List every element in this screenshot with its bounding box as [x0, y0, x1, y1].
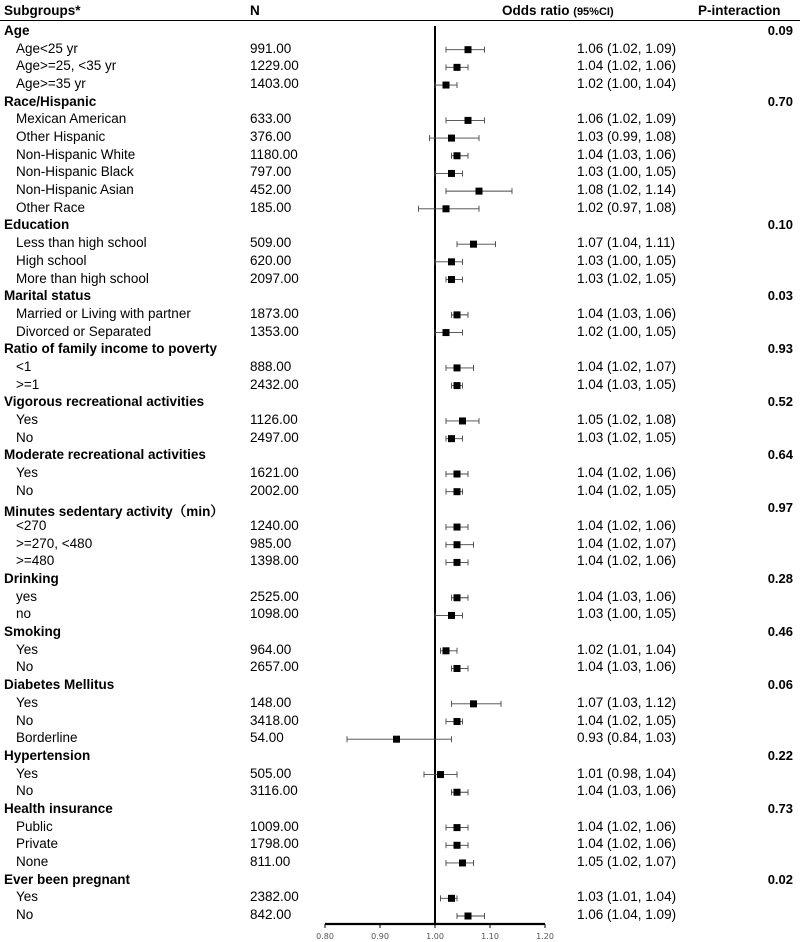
odds-ratio-text: 1.02 (0.97, 1.08)	[577, 200, 677, 215]
odds-ratio-text: 1.03 (1.02, 1.05)	[577, 271, 677, 286]
odds-ratio-text: 1.04 (1.02, 1.05)	[577, 483, 677, 498]
sample-size: 1229.00	[250, 58, 299, 73]
p-interaction-value: 0.52	[767, 394, 793, 409]
subgroup-label: Married or Living with partner	[16, 306, 191, 321]
sample-size: 842.00	[250, 907, 292, 922]
subgroup-label: Yes	[16, 889, 39, 904]
p-interaction-value: 0.93	[767, 341, 793, 356]
ci-header: (95%CI)	[573, 6, 614, 18]
or-point	[448, 276, 455, 283]
odds-ratio-text: 1.08 (1.02, 1.14)	[577, 182, 677, 197]
sample-size: 2432.00	[250, 377, 299, 392]
subgroup-label: No	[16, 483, 34, 498]
p-interaction-value: 0.97	[767, 500, 793, 515]
subgroup-label: No	[16, 659, 34, 674]
odds-ratio-text: 1.04 (1.02, 1.06)	[577, 58, 677, 73]
odds-ratio-text: 1.03 (1.00, 1.05)	[577, 606, 677, 621]
odds-ratio-text: 1.06 (1.02, 1.09)	[577, 111, 677, 126]
group-label: Minutes sedentary activity（min）	[4, 504, 224, 519]
subgroup-label: No	[16, 430, 34, 445]
or-point	[454, 524, 461, 531]
sample-size: 2497.00	[250, 430, 299, 445]
p-interaction-value: 0.28	[767, 571, 793, 586]
sample-size: 1798.00	[250, 836, 299, 851]
group-label: Moderate recreational activities	[4, 447, 206, 462]
group-label: Diabetes Mellitus	[4, 677, 115, 692]
subgroup-label: Yes	[16, 766, 39, 781]
or-point	[454, 471, 461, 478]
subgroup-label: Less than high school	[16, 235, 147, 250]
subgroup-label: None	[16, 854, 49, 869]
sample-size: 620.00	[250, 253, 292, 268]
p-interaction-value: 0.46	[767, 624, 793, 639]
or-point	[470, 241, 477, 248]
odds-ratio-text: 1.07 (1.03, 1.12)	[577, 695, 677, 710]
subgroup-label: Age>=35 yr	[16, 76, 86, 91]
p-interaction-value: 0.70	[767, 94, 793, 109]
or-point	[454, 64, 461, 71]
n-header: N	[250, 3, 260, 18]
odds-ratio-text: 1.04 (1.02, 1.06)	[577, 518, 677, 533]
odds-ratio-text: 1.04 (1.03, 1.05)	[577, 377, 677, 392]
subgroup-label: Public	[16, 819, 53, 834]
or-point	[454, 665, 461, 672]
sample-size: 1873.00	[250, 306, 299, 321]
group-label: Age	[4, 23, 30, 38]
subgroup-label: Divorced or Separated	[16, 324, 152, 339]
subgroup-label: Non-Hispanic Asian	[16, 182, 134, 197]
odds-ratio-text: 1.04 (1.03, 1.06)	[577, 147, 677, 162]
odds-ratio-text: 1.04 (1.02, 1.06)	[577, 553, 677, 568]
or-point	[393, 736, 400, 743]
sample-size: 2525.00	[250, 589, 299, 604]
p-interaction-value: 0.22	[767, 748, 793, 763]
sample-size: 2382.00	[250, 889, 299, 904]
odds-ratio-title: Odds ratio	[502, 3, 570, 18]
odds-ratio-text: 1.02 (1.01, 1.04)	[577, 642, 677, 657]
or-point	[476, 188, 483, 195]
or-point	[465, 46, 472, 53]
or-point	[465, 913, 472, 920]
odds-ratio-text: 1.02 (1.00, 1.04)	[577, 76, 677, 91]
subgroup-label: Non-Hispanic Black	[16, 164, 134, 179]
subgroup-label: no	[16, 606, 32, 621]
odds-ratio-text: 1.06 (1.04, 1.09)	[577, 907, 677, 922]
or-point	[448, 170, 455, 177]
x-tick-label: 1.00	[426, 932, 444, 941]
sample-size: 2657.00	[250, 659, 299, 674]
odds-ratio-text: 1.04 (1.02, 1.06)	[577, 836, 677, 851]
subgroup-label: >=270, <480	[16, 536, 93, 551]
group-label: Vigorous recreational activities	[4, 394, 205, 409]
subgroup-label: Mexican American	[16, 111, 127, 126]
sample-size: 991.00	[250, 41, 292, 56]
or-point	[443, 205, 450, 212]
or-point	[443, 329, 450, 336]
group-label: Education	[4, 217, 70, 232]
subgroup-label: No	[16, 783, 34, 798]
subgroups-header: Subgroups*	[4, 3, 81, 18]
or-point	[454, 842, 461, 849]
subgroup-label: yes	[16, 589, 38, 604]
sample-size: 509.00	[250, 235, 292, 250]
odds-ratio-text: 1.04 (1.03, 1.06)	[577, 306, 677, 321]
odds-ratio-text: 1.06 (1.02, 1.09)	[577, 41, 677, 56]
or-point	[454, 382, 461, 389]
sample-size: 1621.00	[250, 465, 299, 480]
or-point	[465, 117, 472, 124]
sample-size: 148.00	[250, 695, 292, 710]
sample-size: 633.00	[250, 111, 292, 126]
group-label: Ratio of family income to poverty	[4, 341, 218, 356]
subgroup-label: Yes	[16, 412, 39, 427]
x-tick-label: 0.90	[371, 932, 389, 941]
or-point	[448, 612, 455, 619]
group-label: Smoking	[4, 624, 62, 639]
or-point	[454, 311, 461, 318]
subgroup-label: No	[16, 713, 34, 728]
subgroup-label: Private	[16, 836, 59, 851]
odds-ratio-text: 1.07 (1.04, 1.11)	[577, 235, 676, 250]
sample-size: 3116.00	[250, 783, 298, 798]
p-interaction-value: 0.02	[767, 872, 793, 887]
sample-size: 1403.00	[250, 76, 299, 91]
sample-size: 797.00	[250, 164, 292, 179]
odds-ratio-text: 1.05 (1.02, 1.07)	[577, 854, 677, 869]
sample-size: 888.00	[250, 359, 292, 374]
or-point	[443, 82, 450, 89]
odds-ratio-text: 1.02 (1.00, 1.05)	[577, 324, 677, 339]
odds-ratio-text: 1.04 (1.02, 1.06)	[577, 819, 677, 834]
p-interaction-header: P-interaction	[698, 3, 781, 18]
odds-ratio-text: 1.04 (1.03, 1.06)	[577, 783, 677, 798]
odds-ratio-text: 1.04 (1.02, 1.06)	[577, 465, 677, 480]
subgroup-label: <270	[16, 518, 47, 533]
sample-size: 185.00	[250, 200, 292, 215]
or-point	[448, 895, 455, 902]
x-tick-label: 1.10	[481, 932, 499, 941]
or-point	[454, 488, 461, 495]
sample-size: 452.00	[250, 182, 292, 197]
sample-size: 811.00	[250, 854, 291, 869]
sample-size: 985.00	[250, 536, 292, 551]
x-tick-label: 1.20	[536, 932, 554, 941]
subgroup-label: More than high school	[16, 271, 149, 286]
x-tick-label: 0.80	[316, 932, 334, 941]
or-point	[448, 135, 455, 142]
subgroup-label: Non-Hispanic White	[16, 147, 136, 162]
group-label: Ever been pregnant	[4, 872, 131, 887]
subgroup-label: >=480	[16, 553, 55, 568]
subgroup-label: Other Hispanic	[16, 129, 106, 144]
p-interaction-value: 0.03	[767, 288, 793, 303]
sample-size: 1398.00	[250, 553, 299, 568]
odds-ratio-text: 0.93 (0.84, 1.03)	[577, 730, 677, 745]
group-label: Marital status	[4, 288, 92, 303]
or-point	[454, 789, 461, 796]
group-label: Health insurance	[4, 801, 113, 816]
or-point	[459, 417, 466, 424]
or-point	[443, 647, 450, 654]
group-label: Drinking	[4, 571, 59, 586]
p-interaction-value: 0.06	[767, 677, 793, 692]
odds-ratio-text: 1.04 (1.02, 1.05)	[577, 713, 677, 728]
or-point	[470, 700, 477, 707]
sample-size: 1180.00	[250, 147, 298, 162]
odds-ratio-text: 1.05 (1.02, 1.08)	[577, 412, 677, 427]
or-point	[448, 258, 455, 265]
or-point	[437, 771, 444, 778]
sample-size: 2002.00	[250, 483, 299, 498]
or-point	[459, 859, 466, 866]
odds-ratio-text: 1.03 (1.02, 1.05)	[577, 430, 677, 445]
or-point	[454, 824, 461, 831]
or-point	[454, 364, 461, 371]
odds-ratio-text: 1.04 (1.03, 1.06)	[577, 659, 677, 674]
sample-size: 1353.00	[250, 324, 299, 339]
subgroup-label: <1	[16, 359, 32, 374]
or-point	[454, 559, 461, 566]
subgroup-label: >=1	[16, 377, 40, 392]
odds-ratio-text: 1.03 (0.99, 1.08)	[577, 129, 677, 144]
sample-size: 2097.00	[250, 271, 299, 286]
p-interaction-value: 0.10	[767, 217, 793, 232]
odds-ratio-text: 1.04 (1.02, 1.07)	[577, 536, 677, 551]
or-point	[454, 594, 461, 601]
group-label: Race/Hispanic	[4, 94, 97, 109]
subgroup-label: Age>=25, <35 yr	[16, 58, 117, 73]
or-point	[454, 152, 461, 159]
odds-ratio-text: 1.03 (1.00, 1.05)	[577, 164, 677, 179]
subgroup-label: High school	[16, 253, 87, 268]
odds-ratio-text: 1.03 (1.01, 1.04)	[577, 889, 677, 904]
sample-size: 1240.00	[250, 518, 299, 533]
subgroup-label: Age<25 yr	[16, 41, 78, 56]
sample-size: 1098.00	[250, 606, 299, 621]
subgroup-label: No	[16, 907, 34, 922]
subgroup-label: Yes	[16, 465, 39, 480]
odds-ratio-text: 1.04 (1.03, 1.06)	[577, 589, 677, 604]
subgroup-label: Other Race	[16, 200, 86, 215]
odds-ratio-text: 1.01 (0.98, 1.04)	[577, 766, 677, 781]
sample-size: 505.00	[250, 766, 292, 781]
subgroup-label: Yes	[16, 695, 39, 710]
sample-size: 376.00	[250, 129, 292, 144]
or-point	[454, 541, 461, 548]
or-point	[454, 718, 461, 725]
p-interaction-value: 0.73	[767, 801, 793, 816]
subgroup-label: Yes	[16, 642, 39, 657]
p-interaction-value: 0.64	[767, 447, 793, 462]
odds-ratio-text: 1.04 (1.02, 1.07)	[577, 359, 677, 374]
sample-size: 1009.00	[250, 819, 299, 834]
p-interaction-value: 0.09	[767, 23, 793, 38]
group-label: Hypertension	[4, 748, 91, 763]
odds-ratio-text: 1.03 (1.00, 1.05)	[577, 253, 677, 268]
sample-size: 54.00	[250, 730, 284, 745]
or-point	[448, 435, 455, 442]
sample-size: 964.00	[250, 642, 292, 657]
sample-size: 1126.00	[250, 412, 298, 427]
sample-size: 3418.00	[250, 713, 299, 728]
subgroup-label: Borderline	[16, 730, 78, 745]
